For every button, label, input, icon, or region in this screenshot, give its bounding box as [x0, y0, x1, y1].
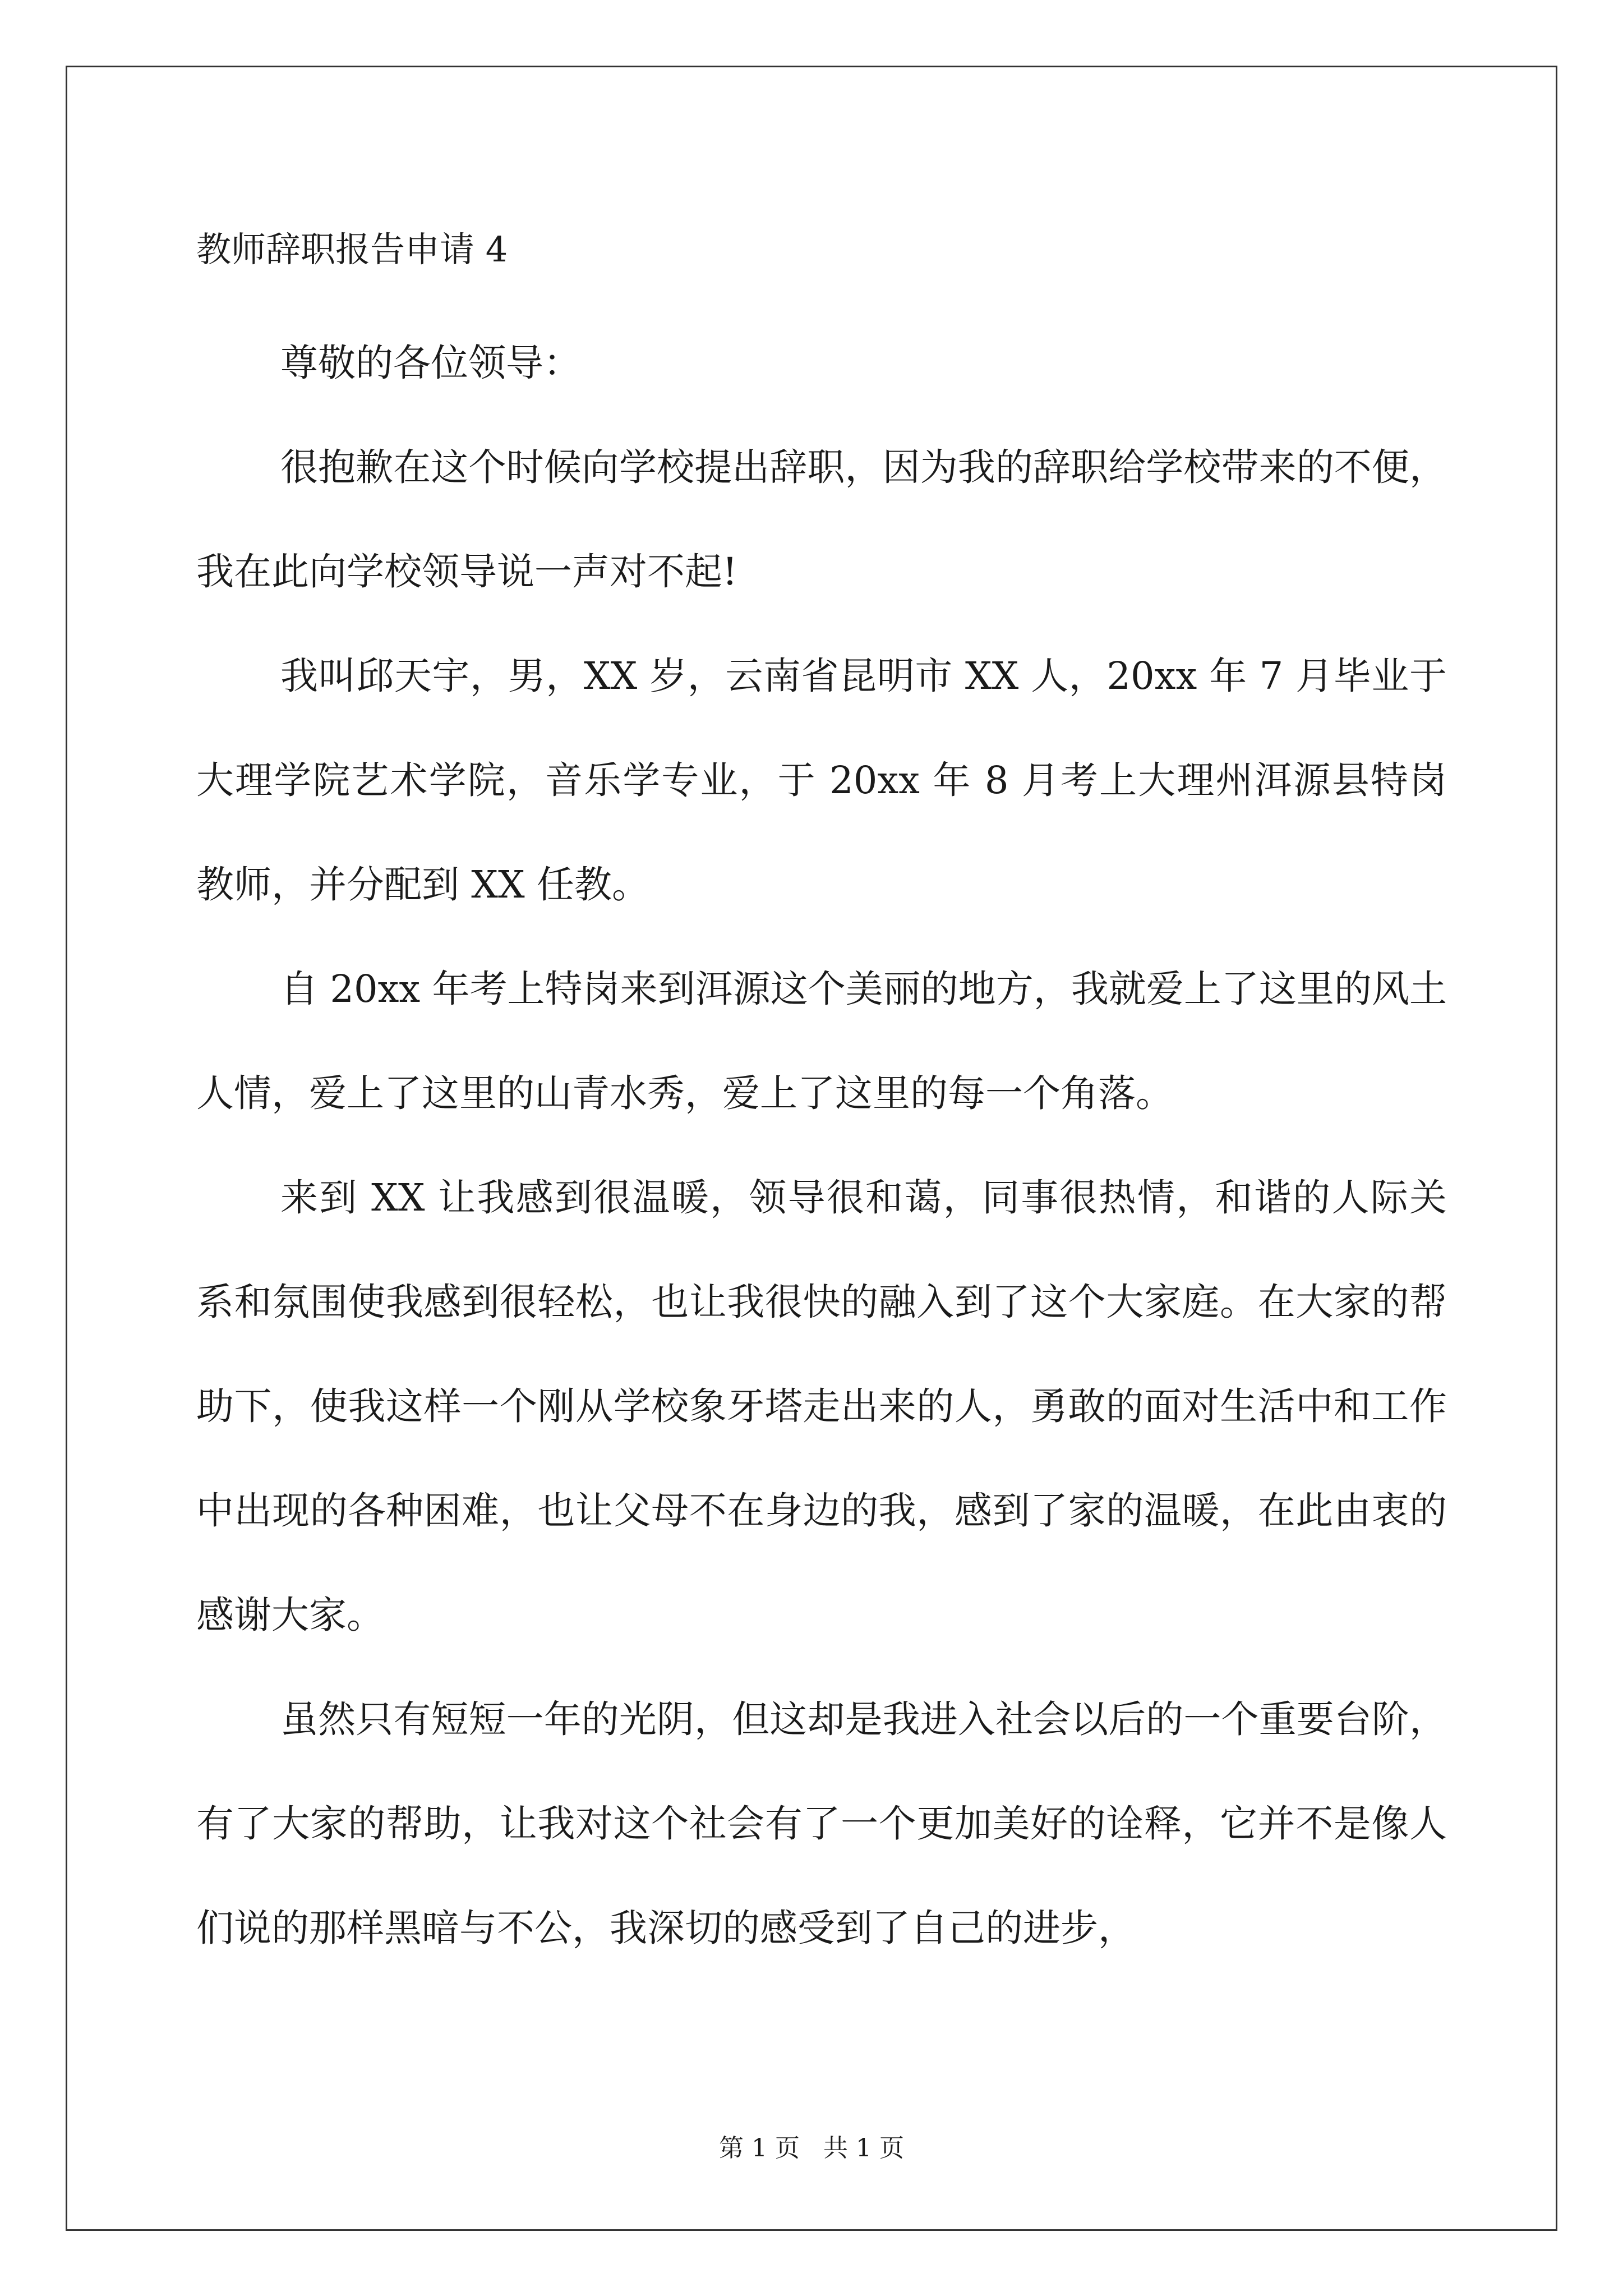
paragraph-apology: 很抱歉在这个时候向学校提出辞职，因为我的辞职给学校带来的不便，我在此向学校领导说一声对不起!: [196, 445, 1447, 593]
paragraph-reflection: 虽然只有短短一年的光阴，但这却是我进入社会以后的一个重要台阶，有了大家的帮助，让我对这个社会有了一个更加美好的诠释，它并不是像人们说的那样黑暗与不公，我深切的感受到了自己的进步，: [196, 1697, 1447, 1950]
document-body: [196, 208, 1447, 1980]
paragraph-love-of-place: 自 20xx 年考上特岗来到洱源这个美丽的地方，我就爱上了这里的风土人情，爱上了这里的山青水秀，爱上了这里的每一个角落。: [196, 967, 1447, 1115]
document-title: 教师辞职报告申请 4: [196, 229, 508, 270]
paragraph-gratitude: 来到 XX 让我感到很温暖，领导很和蔼，同事很热情，和谐的人际关系和氛围使我感到很轻松，也让我很快的融入到了这个大家庭。在大家的帮助下，使我这样一个刚从学校象牙塔走出来的人，勇敢的面对生活中和工作中出现的各种困难，也让父母不在身边的我，感到了家的温暖，在此由衷的感谢大家。: [196, 1176, 1447, 1637]
paragraph-introduction: 我叫邱天宇，男，XX 岁，云南省昆明市 XX 人，20xx 年 7 月毕业于大理学院艺术学院，音乐学专业，于 20xx 年 8 月考上大理州洱源县特岗教师，并分配到 XX 任教。: [196, 654, 1447, 907]
page-number-footer: 第 1 页 共 1 页: [719, 2134, 904, 2162]
salutation: 尊敬的各位领导：: [280, 341, 581, 385]
